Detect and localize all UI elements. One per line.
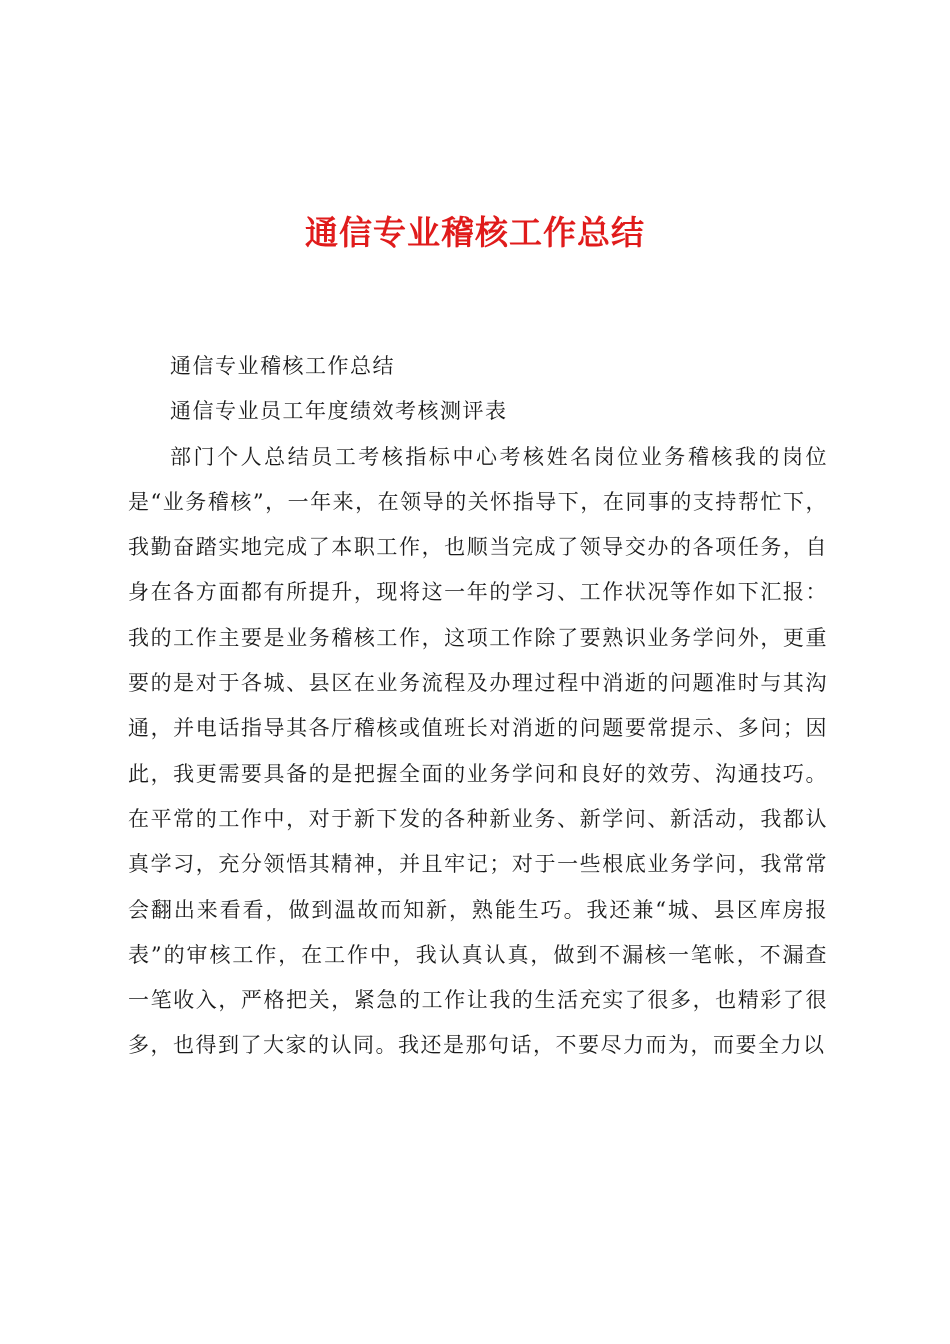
paragraph-main: 部门个人总结员工考核指标中心考核姓名岗位业务稽核我的岗位是“业务稽核”，一年来，在领导的关怀指导下，在同事的支持帮忙下，我勤奋踏实地完成了本职工作，也顺当完成了领导交办的各项任务，自身在各方面都有所提升，现将这一年的学习、工作状况等作如下汇报：我的工作主要是业务稽核工作，这项工作除了要熟识业务学问外，更重要的是对于各城、县区在业务流程及办理过程中消逝的问题准时与其沟通，并电话指导其各厅稽核或值班长对消逝的问题要常提示、多问；因此，我更需要具备的是把握全面的业务学问和良好的效劳、沟通技巧。在平常的工作中，对于新下发的各种新业务、新学问、新活动，我都认真学习，充分领悟其精神，并且牢记；对于一些根底业务学问，我常常会翻出来看看，做到温故而知新，熟能生巧。我还兼“城、县区库房报表”的审核工作，在工作中，我认真认真，做到不漏核一笔帐，不漏查一笔收入，严格把关，紧急的工作让我的生活充实了很多，也精彩了很多，也得到了大家的认同。我还是那句话，不要尽力而为，而要全力以 — [128, 444, 828, 1058]
paragraph-subtitle: 通信专业稽核工作总结 — [170, 354, 395, 378]
document-body — [128, 344, 828, 1069]
document-title: 通信专业稽核工作总结 — [305, 213, 645, 252]
paragraph-form-title: 通信专业员工年度绩效考核测评表 — [170, 399, 508, 424]
